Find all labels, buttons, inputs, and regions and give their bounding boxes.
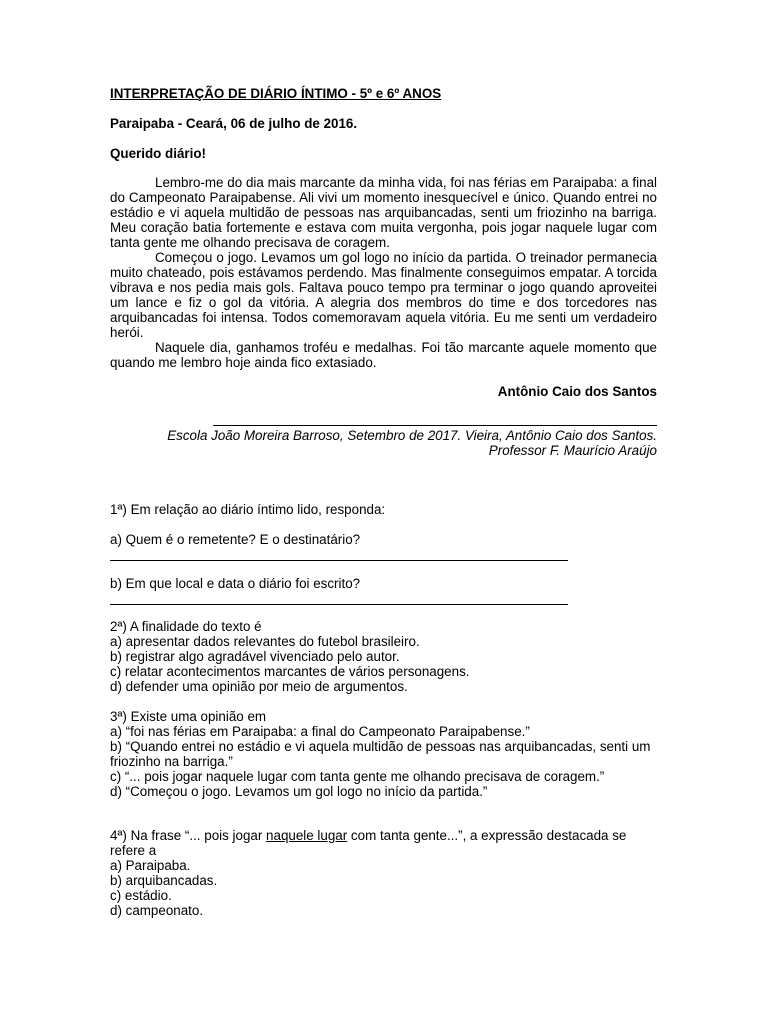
question-1b: b) Em que local e data o diário foi escrito?: [110, 576, 361, 591]
question-3-prompt: 3ª) Existe uma opinião em: [110, 709, 267, 724]
question-2: [110, 619, 657, 694]
question-4-option-d: d) campeonato.: [110, 903, 204, 918]
question-3-option-a: a) “foi nas férias em Paraipaba: a final do Campeonato Paraipabense.”: [110, 724, 530, 739]
answer-line-1b[interactable]: [110, 604, 568, 605]
question-3-option-d: d) “Começou o jogo. Levamos um gol logo no início da partida.”: [110, 784, 488, 799]
document-page: [110, 86, 657, 918]
question-4-option-c: c) estádio.: [110, 888, 172, 903]
greeting: Querido diário!: [110, 146, 206, 161]
question-4-option-a: a) Paraipaba.: [110, 858, 191, 873]
question-3-option-b: b) “Quando entrei no estádio e vi aquela multidão de pessoas nas arquibancadas, senti um friozinho na barriga.”: [110, 739, 651, 769]
diary-paragraph-3: Naquele dia, ganhamos troféu e medalhas. Foi tão marcante aquele momento que quando me lembro hoje ainda fico extasiado.: [110, 340, 657, 370]
source-divider: [213, 425, 657, 426]
source-citation: Escola João Moreira Barroso, Setembro de 2017. Vieira, Antônio Caio dos Santos. Professor F. Maurício Araújo: [167, 428, 657, 458]
question-2-prompt: 2ª) A finalidade do texto é: [110, 619, 262, 634]
question-2-option-d: d) defender uma opinião por meio de argumentos.: [110, 679, 408, 694]
question-2-option-b: b) registrar algo agradável vivenciado pelo autor.: [110, 649, 400, 664]
question-1a: a) Quem é o remetente? E o destinatário?: [110, 532, 361, 547]
question-4-prompt: [110, 828, 657, 858]
author-signature: Antônio Caio dos Santos: [497, 384, 657, 399]
answer-line-1a[interactable]: [110, 560, 568, 561]
diary-paragraph-1: Lembro-me do dia mais marcante da minha vida, foi nas férias em Paraipaba: a final do Campeonato Paraipabense. Ali vivi um momento inesquecível e único. Quando entrei no estádio e vi aquela multidão de pessoas nas arquibancadas, senti um friozinho na barriga. Meu coração batia fortemente e estava com muita vergonha, pois jogar naquele lugar com tanta gente me olhando precisava de coragem.: [110, 175, 657, 250]
question-4: [110, 828, 657, 918]
question-1: [110, 502, 657, 605]
document-title: INTERPRETAÇÃO DE DIÁRIO ÍNTIMO - 5º e 6º ANOS: [110, 86, 442, 101]
place-date: Paraipaba - Ceará, 06 de julho de 2016.: [110, 116, 358, 131]
question-2-option-a: a) apresentar dados relevantes do futebol brasileiro.: [110, 634, 420, 649]
diary-paragraph-2: Começou o jogo. Levamos um gol logo no início da partida. O treinador permanecia muito chateado, pois estávamos perdendo. Mas finalmente conseguimos empatar. A torcida vibrava e nos pedia mais gols. Faltava pouco tempo pra terminar o jogo quando aproveitei um lance e fiz o gol da vitória. A alegria dos membros do time e dos torcedores nas arquibancadas foi intensa. Todos comemoravam aquela vitória. Eu me senti um verdadeiro herói.: [110, 250, 657, 340]
highlighted-expression: naquele lugar: [266, 828, 348, 843]
question-3-option-c: c) “... pois jogar naquele lugar com tanta gente me olhando precisava de coragem.”: [110, 769, 605, 784]
question-4-prompt-end: com tanta gente...”, a expressão destacada se refere a: [110, 828, 627, 858]
question-4-prompt-start: 4ª) Na frase “... pois jogar: [110, 828, 267, 843]
question-1-prompt: 1ª) Em relação ao diário íntimo lido, responda:: [110, 502, 386, 517]
question-2-option-c: c) relatar acontecimentos marcantes de vários personagens.: [110, 664, 470, 679]
question-3: [110, 709, 657, 799]
question-4-option-b: b) arquibancadas.: [110, 873, 218, 888]
